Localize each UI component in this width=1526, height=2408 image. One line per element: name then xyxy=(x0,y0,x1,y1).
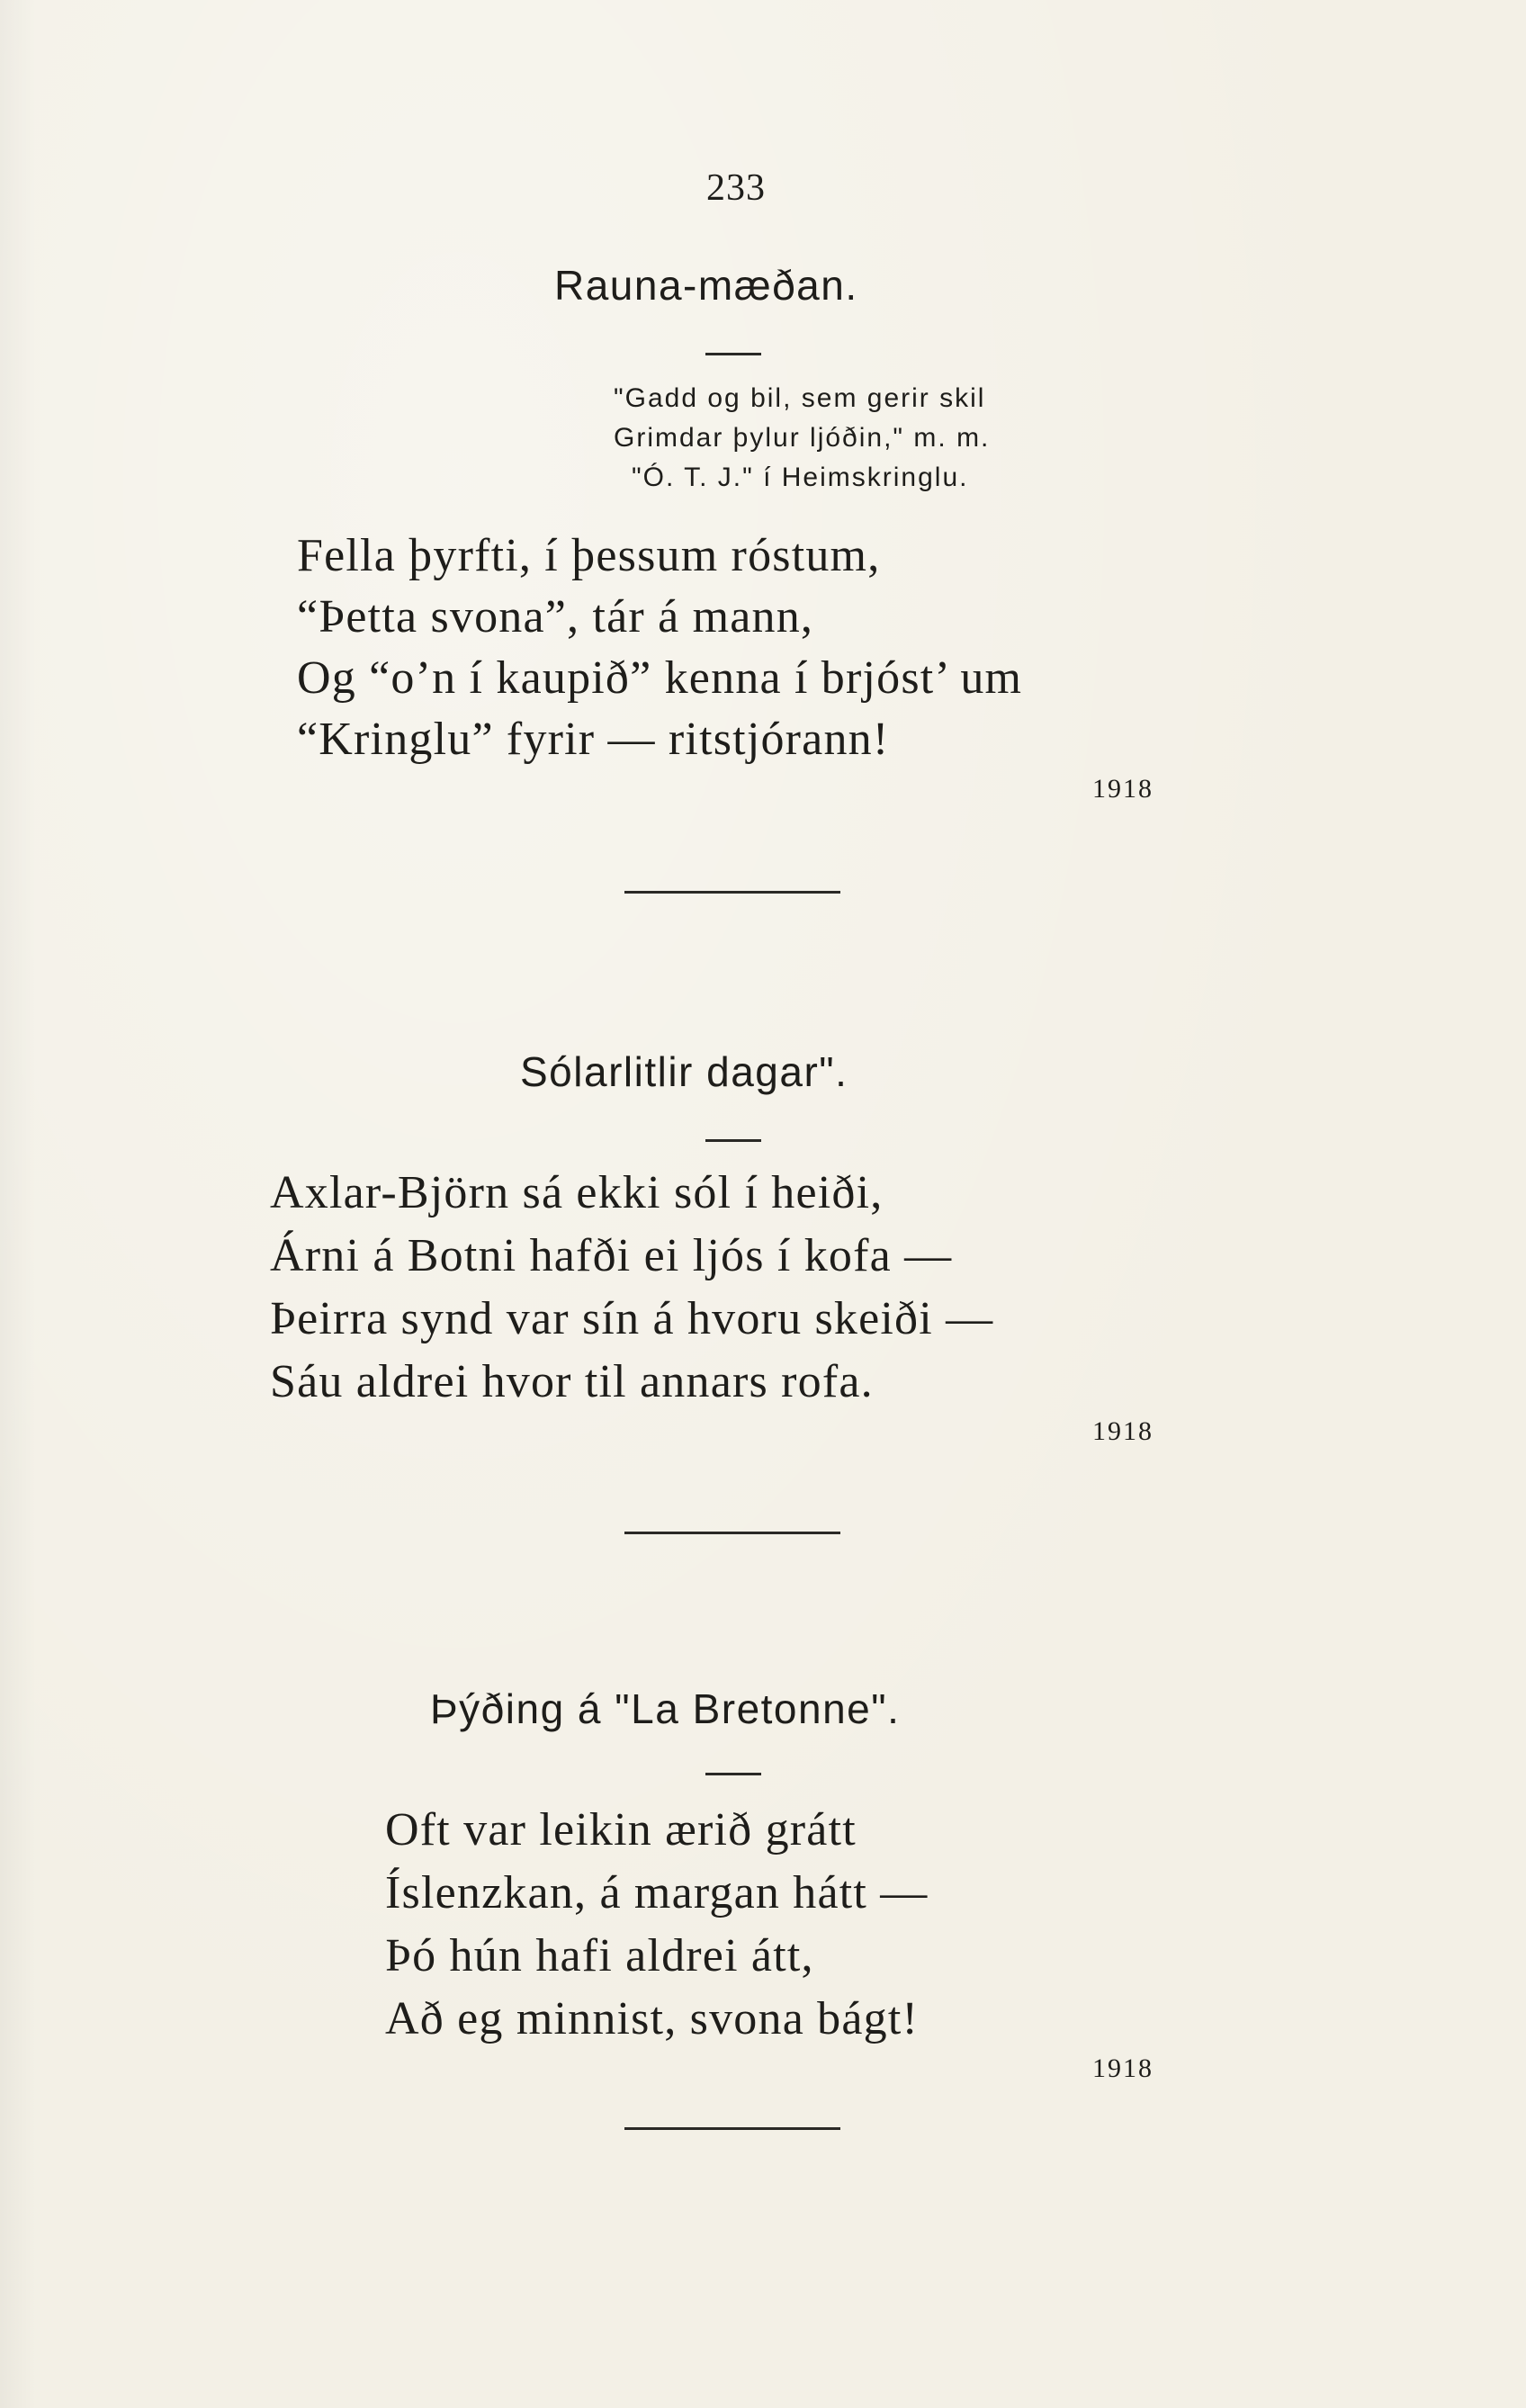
epigraph-line: "Ó. T. J." í Heimskringlu. xyxy=(632,463,969,492)
verse-line: Og “o’n í kaupið” kenna í brjóst’ um xyxy=(297,652,1023,704)
title-rule xyxy=(705,353,761,355)
poem-year: 1918 xyxy=(1092,1416,1153,1446)
poem-title-solarlitlir-dagar: Sólarlitlir dagar". xyxy=(520,1048,848,1095)
poem-title-thyding-la-bretonne: Þýðing á "La Bretonne". xyxy=(430,1685,901,1732)
verse-line: “Þetta svona”, tár á mann, xyxy=(297,591,814,642)
verse-line: Að eg minnist, svona bágt! xyxy=(385,1993,920,2044)
verse-line: Oft var leikin ærið grátt xyxy=(385,1804,857,1855)
verse-line: Fella þyrfti, í þessum róstum, xyxy=(297,530,881,581)
poem-year: 1918 xyxy=(1092,774,1153,804)
verse-line: “Kringlu” fyrir — ritstjórann! xyxy=(297,714,890,765)
title-rule xyxy=(705,1139,761,1142)
verse-line: Þó hún hafi aldrei átt, xyxy=(385,1930,814,1981)
poem-title-rauna-maedan: Rauna-mæðan. xyxy=(554,262,858,309)
verse-line: Íslenzkan, á margan hátt — xyxy=(385,1867,929,1918)
verse-line: Árni á Botni hafði ei ljós í kofa — xyxy=(270,1230,953,1281)
verse-line: Sáu aldrei hvor til annars rofa. xyxy=(270,1356,874,1407)
section-divider xyxy=(624,891,840,894)
section-divider xyxy=(624,2127,840,2130)
epigraph-line: Grimdar þylur ljóðin," m. m. xyxy=(614,423,991,453)
verse-line: Axlar-Björn sá ekki sól í heiði, xyxy=(270,1167,884,1218)
section-divider xyxy=(624,1532,840,1534)
page-number: 233 xyxy=(706,167,766,209)
epigraph-line: "Gadd og bil, sem gerir skil xyxy=(614,383,986,413)
poem-year: 1918 xyxy=(1092,2053,1153,2083)
title-rule xyxy=(705,1773,761,1775)
verse-line: Þeirra synd var sín á hvoru skeiði — xyxy=(270,1293,994,1344)
